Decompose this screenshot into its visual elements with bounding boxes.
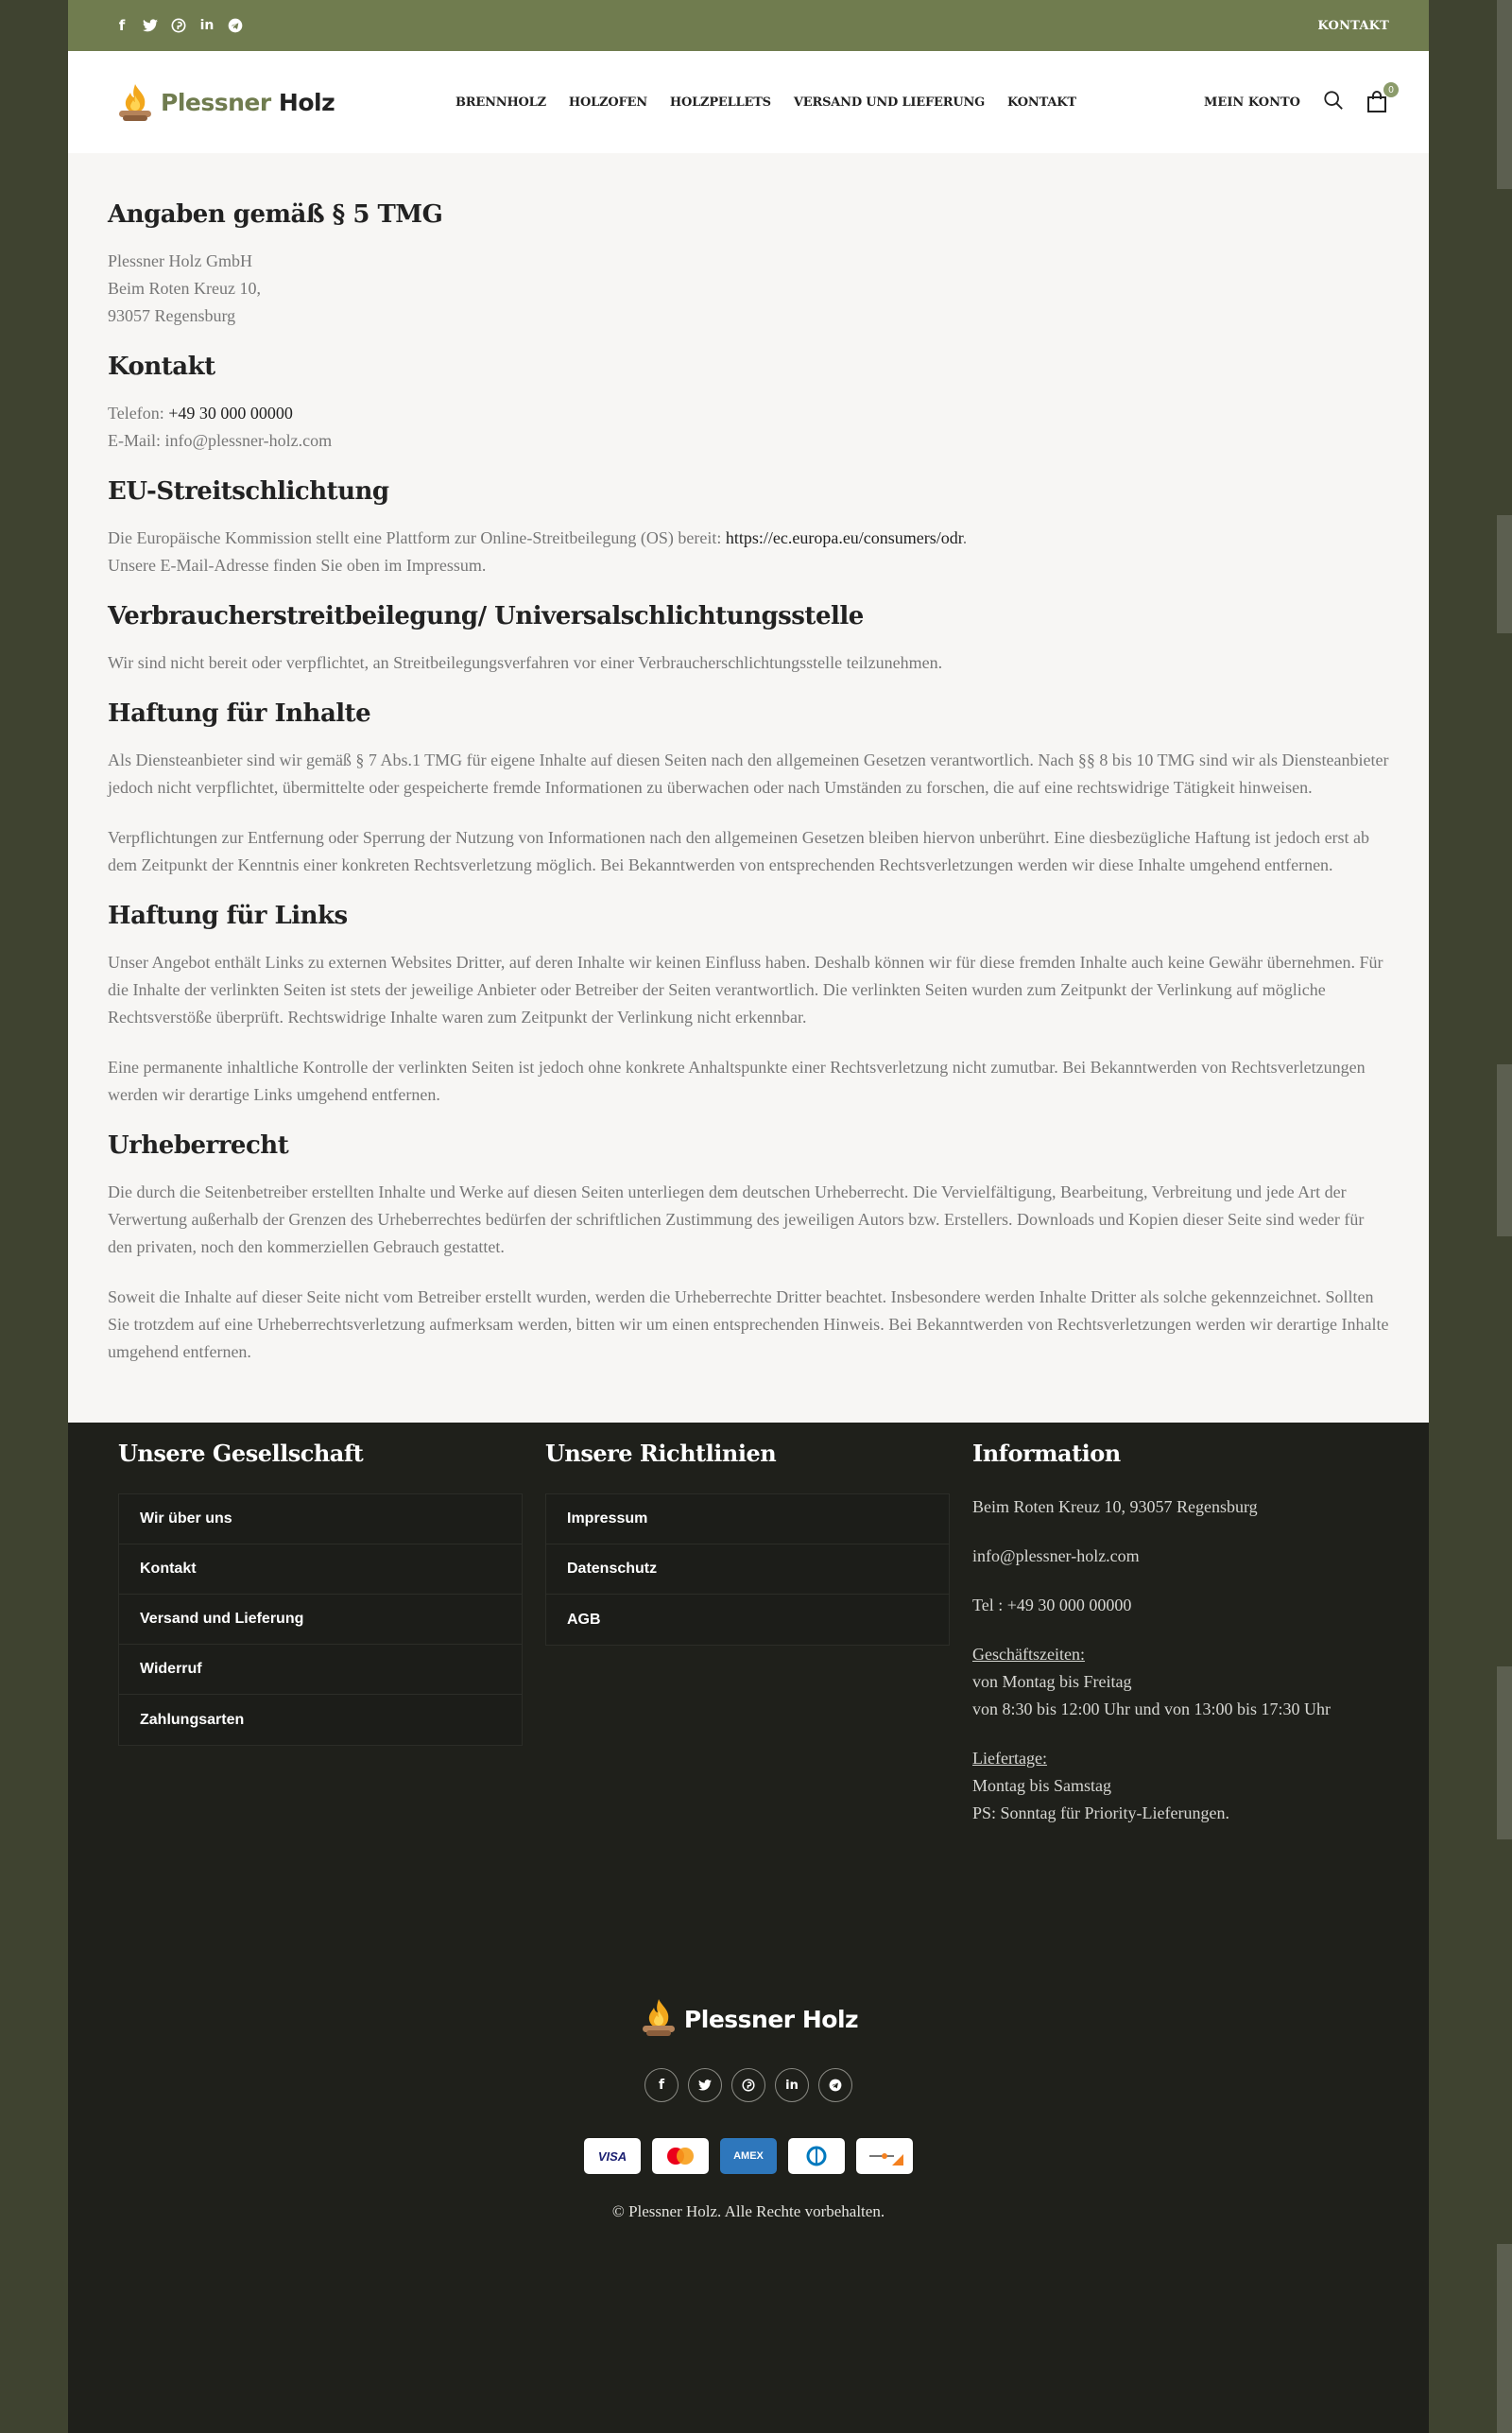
cart-button[interactable] bbox=[1366, 84, 1394, 114]
site-logo[interactable] bbox=[115, 82, 342, 122]
footer-company-links bbox=[118, 1493, 523, 1746]
footer-logo[interactable] bbox=[639, 1997, 858, 2042]
liability-links-paragraph-2: Eine permanente inhaltliche Kontrolle der verlinkten Seiten ist jedoch ohne konkrete Anhaltspunkte einer Rechtsverletzung nicht zumutbar. Bei Bekanntwerden von Rechtsverletzungen werden wir derartige Links umgehend entfernen. bbox=[108, 1058, 1366, 1104]
footer-address: Beim Roten Kreuz 10, 93057 Regensburg bbox=[972, 1497, 1258, 1516]
company-street: Beim Roten Kreuz 10, bbox=[108, 279, 261, 298]
phone-label: Telefon: bbox=[108, 404, 169, 423]
top-bar bbox=[68, 0, 1429, 51]
footer-heading-policies: Unsere Richtlinien bbox=[545, 1440, 777, 1467]
telegram-icon[interactable] bbox=[818, 2068, 852, 2102]
email-text: E-Mail: info@plessner-holz.com bbox=[108, 431, 333, 450]
footer-link-shipping[interactable]: Versand und Lieferung bbox=[119, 1595, 522, 1645]
copyright-text: © Plessner Holz. Alle Rechte vorbehalten. bbox=[611, 2202, 885, 2220]
footer-link-payment[interactable]: Zahlungsarten bbox=[119, 1695, 522, 1745]
search-icon[interactable] bbox=[1323, 90, 1344, 115]
contact-details bbox=[108, 400, 1389, 455]
pinterest-icon[interactable] bbox=[170, 17, 187, 34]
footer-heading-company: Unsere Gesellschaft bbox=[118, 1440, 364, 1467]
footer-business-hours bbox=[972, 1641, 1377, 1723]
footer-policy-links bbox=[545, 1493, 950, 1646]
payment-methods bbox=[584, 2138, 913, 2174]
nav-item-brennholz[interactable]: BRENNHOLZ bbox=[455, 95, 546, 110]
site-footer bbox=[68, 1423, 1429, 2285]
section-title-kontakt: Kontakt bbox=[108, 353, 215, 381]
cart-count-badge: 0 bbox=[1383, 82, 1399, 97]
amex-card-icon: AMEX bbox=[720, 2138, 777, 2174]
visa-card-icon: VISA bbox=[584, 2138, 641, 2174]
section-title-haftung-links: Haftung für Links bbox=[108, 902, 348, 930]
footer-delivery-days bbox=[972, 1745, 1377, 1827]
logo-text-plessner: Plessner bbox=[161, 88, 271, 116]
twitter-icon[interactable] bbox=[142, 17, 159, 34]
logo-wordmark bbox=[161, 89, 335, 116]
footer-link-contact[interactable]: Kontakt bbox=[119, 1544, 522, 1595]
section-title-eu-streitschlichtung: EU-Streitschlichtung bbox=[108, 477, 389, 506]
section-title-tmg: Angaben gemäß § 5 TMG bbox=[108, 200, 443, 229]
footer-column-company bbox=[118, 1440, 523, 1849]
footer-bottom bbox=[68, 1997, 1429, 2221]
delivery-days-range: Montag bis Samstag bbox=[972, 1776, 1111, 1795]
site-header bbox=[68, 51, 1429, 153]
eu-dispute-email-note: Unsere E-Mail-Adresse finden Sie oben im Impressum. bbox=[108, 556, 487, 575]
page-wrapper bbox=[68, 0, 1429, 2285]
footer-column-information bbox=[972, 1440, 1377, 1849]
liability-content-paragraph-2: Verpflichtungen zur Entfernung oder Sperrung der Nutzung von Informationen nach den allgemeinen Gesetzen bleiben hiervon unberührt. Eine diesbezügliche Haftung ist jedoch erst ab dem Zeitpunkt der Kenntnis einer konkreten Rechtsverletzung möglich. Bei Bekanntwerden von entsprechenden Rechtsverletzungen werden wir diese Inhalte umgehend entfernen. bbox=[108, 828, 1370, 874]
campfire-logo-icon bbox=[115, 82, 155, 122]
nav-item-holzpellets[interactable]: HOLZPELLETS bbox=[669, 95, 771, 110]
top-contact-link[interactable]: KONTAKT bbox=[1317, 18, 1389, 33]
footer-link-privacy[interactable]: Datenschutz bbox=[546, 1544, 949, 1595]
logo-text-holz: Holz bbox=[278, 88, 335, 116]
mastercard-icon bbox=[652, 2138, 709, 2174]
campfire-logo-icon bbox=[639, 1997, 679, 2042]
section-title-verbraucherstreitbeilegung: Verbraucherstreitbeilegung/ Universalschlichtungsstelle bbox=[108, 602, 864, 630]
business-hours-times: von 8:30 bis 12:00 Uhr und von 13:00 bis 17:30 Uhr bbox=[972, 1700, 1332, 1718]
section-title-urheberrecht: Urheberrecht bbox=[108, 1131, 289, 1160]
discover-card-icon bbox=[856, 2138, 913, 2174]
footer-telephone[interactable]: Tel : +49 30 000 00000 bbox=[972, 1596, 1132, 1614]
nav-item-versand[interactable]: VERSAND UND LIEFERUNG bbox=[793, 95, 986, 110]
scrollbar[interactable] bbox=[1497, 0, 1512, 2433]
main-navigation bbox=[455, 95, 1076, 110]
pinterest-icon[interactable] bbox=[731, 2068, 765, 2102]
phone-link[interactable]: +49 30 000 00000 bbox=[168, 404, 293, 423]
liability-links-paragraph-1: Unser Angebot enthält Links zu externen Websites Dritter, auf deren Inhalte wir keinen Einfluss haben. Deshalb können wir für diese fremden Inhalte auch keine Gewähr übernehmen. Für die Inhalte der verlinkten Seiten ist stets der jeweilige Anbieter oder Betreiber der Seiten verantwortlich. Die verlinkten Seiten wurden zum Zeitpunkt der Verlinkung auf mögliche Rechtsverstöße überprüft. Rechtswidrige Inhalte waren zum Zeitpunkt der Verlinkung nicht erkennbar. bbox=[108, 953, 1383, 1027]
liability-content-paragraph-1: Als Diensteanbieter sind wir gemäß § 7 Abs.1 TMG für eigene Inhalte auf diesen Seiten nach den allgemeinen Gesetzen verantwortlich. Nach §§ 8 bis 10 TMG sind wir als Diensteanbieter jedoch nicht verpflichtet, übermittelte oder gespeicherte fremde Informationen zu überwachen oder nach Umständen zu forschen, die auf eine rechtswidrige Tätigkeit hinweisen. bbox=[108, 751, 1389, 797]
imprint-content bbox=[68, 153, 1429, 1423]
diners-club-icon bbox=[788, 2138, 845, 2174]
company-city: 93057 Regensburg bbox=[108, 306, 236, 325]
linkedin-icon[interactable]: in bbox=[775, 2068, 809, 2102]
header-actions bbox=[1204, 84, 1394, 115]
eu-dispute-intro: Die Europäische Kommission stellt eine Plattform zur Online-Streitbeilegung (OS) bereit: bbox=[108, 528, 726, 547]
footer-social-links bbox=[644, 2068, 852, 2102]
my-account-link[interactable]: MEIN KONTO bbox=[1204, 95, 1300, 110]
footer-column-policies bbox=[545, 1440, 950, 1849]
delivery-days-note: PS: Sonntag für Priority-Lieferungen. bbox=[972, 1803, 1229, 1822]
nav-item-kontakt[interactable]: KONTAKT bbox=[1007, 95, 1076, 110]
footer-logo-text-holz: Holz bbox=[801, 2006, 859, 2033]
eu-dispute-text bbox=[108, 525, 1389, 579]
page-background-left bbox=[0, 0, 68, 2433]
footer-link-about[interactable]: Wir über uns bbox=[119, 1494, 522, 1544]
telegram-icon[interactable] bbox=[227, 17, 244, 34]
footer-heading-information: Information bbox=[972, 1440, 1121, 1467]
footer-logo-text-plessner: Plessner bbox=[683, 2006, 795, 2033]
copyright-paragraph-1: Die durch die Seitenbetreiber erstellten Inhalte und Werke auf diesen Seiten unterliegen dem deutschen Urheberrecht. Die Vervielfältigung, Bearbeitung, Verbreitung und jede Art der Verwertung außerhalb der Grenzen des Urheberrechtes bedürfen der schriftlichen Zustimmung des jeweiligen Autors bzw. Erstellers. Downloads und Kopien dieser Seite sind weder für den privaten, noch den kommerziellen Gebrauch gestattet. bbox=[108, 1182, 1365, 1256]
nav-item-holzofen[interactable]: HOLZOFEN bbox=[568, 95, 647, 110]
eu-dispute-period: . bbox=[962, 528, 968, 547]
business-hours-label: Geschäftszeiten: bbox=[972, 1645, 1085, 1664]
top-social-links bbox=[113, 17, 244, 34]
delivery-days-label: Liefertage: bbox=[972, 1749, 1047, 1768]
twitter-icon[interactable] bbox=[688, 2068, 722, 2102]
business-hours-days: von Montag bis Freitag bbox=[972, 1672, 1132, 1691]
linkedin-icon[interactable]: in bbox=[199, 18, 215, 33]
company-address bbox=[108, 248, 1389, 330]
copyright-paragraph-2: Soweit die Inhalte auf dieser Seite nicht vom Betreiber erstellt wurden, werden die Urheberrechte Dritter beachtet. Insbesondere werden Inhalte Dritter als solche gekennzeichnet. Sollten Sie trotzdem auf eine Urheberrechtsverletzung aufmerksam werden, bitten wir um einen entsprechenden Hinweis. Bei Bekanntwerden von Rechtsverletzungen werden wir derartige Inhalte umgehend entfernen. bbox=[108, 1287, 1389, 1361]
footer-link-imprint[interactable]: Impressum bbox=[546, 1494, 949, 1544]
section-title-haftung-inhalte: Haftung für Inhalte bbox=[108, 699, 371, 728]
company-name: Plessner Holz GmbH bbox=[108, 251, 252, 270]
consumer-dispute-text: Wir sind nicht bereit oder verpflichtet, an Streitbeilegungsverfahren vor einer Verbraucherschlichtungsstelle teilzunehmen. bbox=[108, 653, 943, 672]
facebook-icon[interactable]: f bbox=[644, 2068, 679, 2102]
footer-link-terms[interactable]: AGB bbox=[546, 1595, 949, 1645]
footer-logo-wordmark bbox=[684, 2006, 858, 2033]
footer-link-withdrawal[interactable]: Widerruf bbox=[119, 1645, 522, 1695]
facebook-icon[interactable]: f bbox=[118, 17, 126, 34]
odr-link[interactable]: https://ec.europa.eu/consumers/odr bbox=[725, 528, 963, 547]
footer-email[interactable]: info@plessner-holz.com bbox=[972, 1546, 1140, 1565]
